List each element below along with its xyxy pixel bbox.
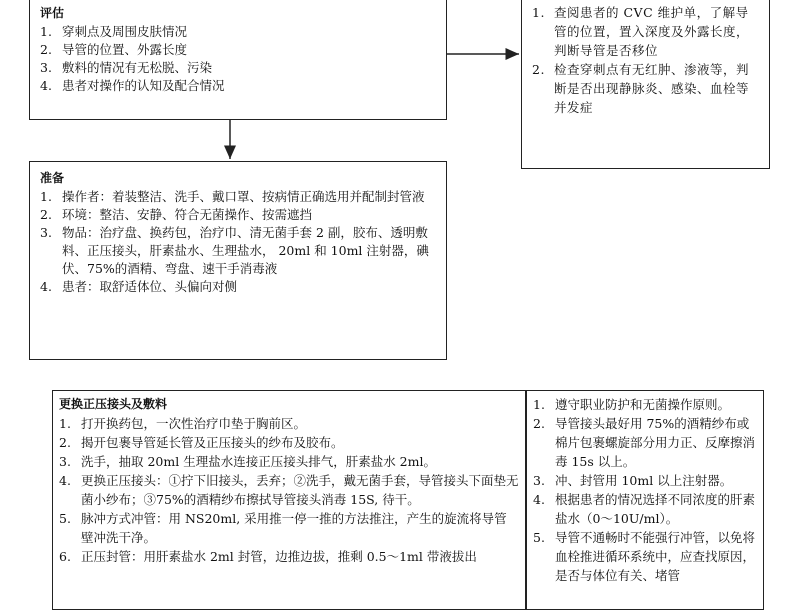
replace-procedure-box: [52, 390, 526, 610]
list-item: 1. 打开换药包，一次性治疗巾垫于胸前区。: [59, 416, 307, 431]
list-item: 3. 敷料的情况有无松脱、污染: [40, 60, 213, 75]
list-item: 4. 根据患者的情况选择不同浓度的肝素盐水（0～10U/ml）。: [533, 492, 756, 526]
list-item: 2. 环境：整洁、安静、符合无菌操作、按需遮挡: [40, 207, 313, 222]
notes-box: [526, 390, 764, 610]
list-item: 5. 脉冲方式冲管：用 NS20ml, 采用推一停一推的方法推注，产生的旋流将导管壁冲洗干净。: [59, 511, 507, 545]
list-item: 2. 导管的位置、外露长度: [40, 42, 188, 57]
list-item: 4. 更换正压接头：①拧下旧接头，丢弃；②洗手，戴无菌手套，导管接头下面垫无菌小纱布；③75%的酒精纱布擦拭导管接头消毒 15S, 待干。: [59, 473, 519, 507]
check-box: [521, 0, 770, 169]
assessment-box: [29, 0, 447, 120]
list-item: 3. 物品：治疗盘、换药包，治疗巾、清无菌手套 2 副，胶布、透明敷料、正压接头，肝素盐水、生理盐水， 20ml 和 10ml 注射器，碘伏、75%的酒精、弯盘、速干手消毒液: [40, 225, 429, 276]
list-item: 5. 导管不通畅时不能强行冲管，以免将血栓推进循环系统中，应查找原因，是否与体位有关、堵管: [533, 530, 756, 583]
list-item: 2. 揭开包裹导管延长管及正压接头的纱布及胶布。: [59, 435, 344, 450]
list-item: 1. 穿刺点及周围皮肤情况: [40, 24, 188, 39]
list-item: 3. 洗手，抽取 20ml 生理盐水连接正压接头排气，肝素盐水 2ml。: [59, 454, 436, 469]
preparation-box: [29, 161, 447, 360]
notes-list: [533, 395, 757, 585]
list-item: 1. 遵守职业防护和无菌操作原则。: [533, 397, 731, 412]
replace-list: [59, 414, 519, 566]
list-item: 4. 患者对操作的认知及配合情况: [40, 78, 225, 93]
list-item: 1. 查阅患者的 CVC 维护单，了解导管的位置，置入深度及外露长度，判断导管是否移位: [532, 5, 750, 58]
assessment-list: [40, 23, 436, 95]
preparation-title: 准备: [40, 171, 65, 185]
list-item: 2. 检查穿刺点有无红肿、渗液等，判断是否出现静脉炎、感染、血栓等并发症: [532, 62, 750, 115]
check-list: [532, 3, 759, 117]
replace-title: 更换正压接头及敷料: [59, 397, 168, 411]
preparation-list: [40, 188, 436, 296]
list-item: 6. 正压封管：用肝素盐水 2ml 封管，边推边拔，推剩 0.5～1ml 带液拔出: [59, 549, 477, 564]
list-item: 2. 导管接头最好用 75%的酒精纱布或棉片包裹螺旋部分用力正、反摩擦消毒 15s 以上。: [533, 416, 756, 469]
list-item: 4. 患者：取舒适体位、头偏向对侧: [40, 279, 238, 294]
list-item: 1. 操作者：着装整洁、洗手、戴口罩、按病情正确选用并配制封管液: [40, 189, 425, 204]
assessment-title: 评估: [40, 6, 65, 20]
list-item: 3. 冲、封管用 10ml 以上注射器。: [533, 473, 733, 488]
